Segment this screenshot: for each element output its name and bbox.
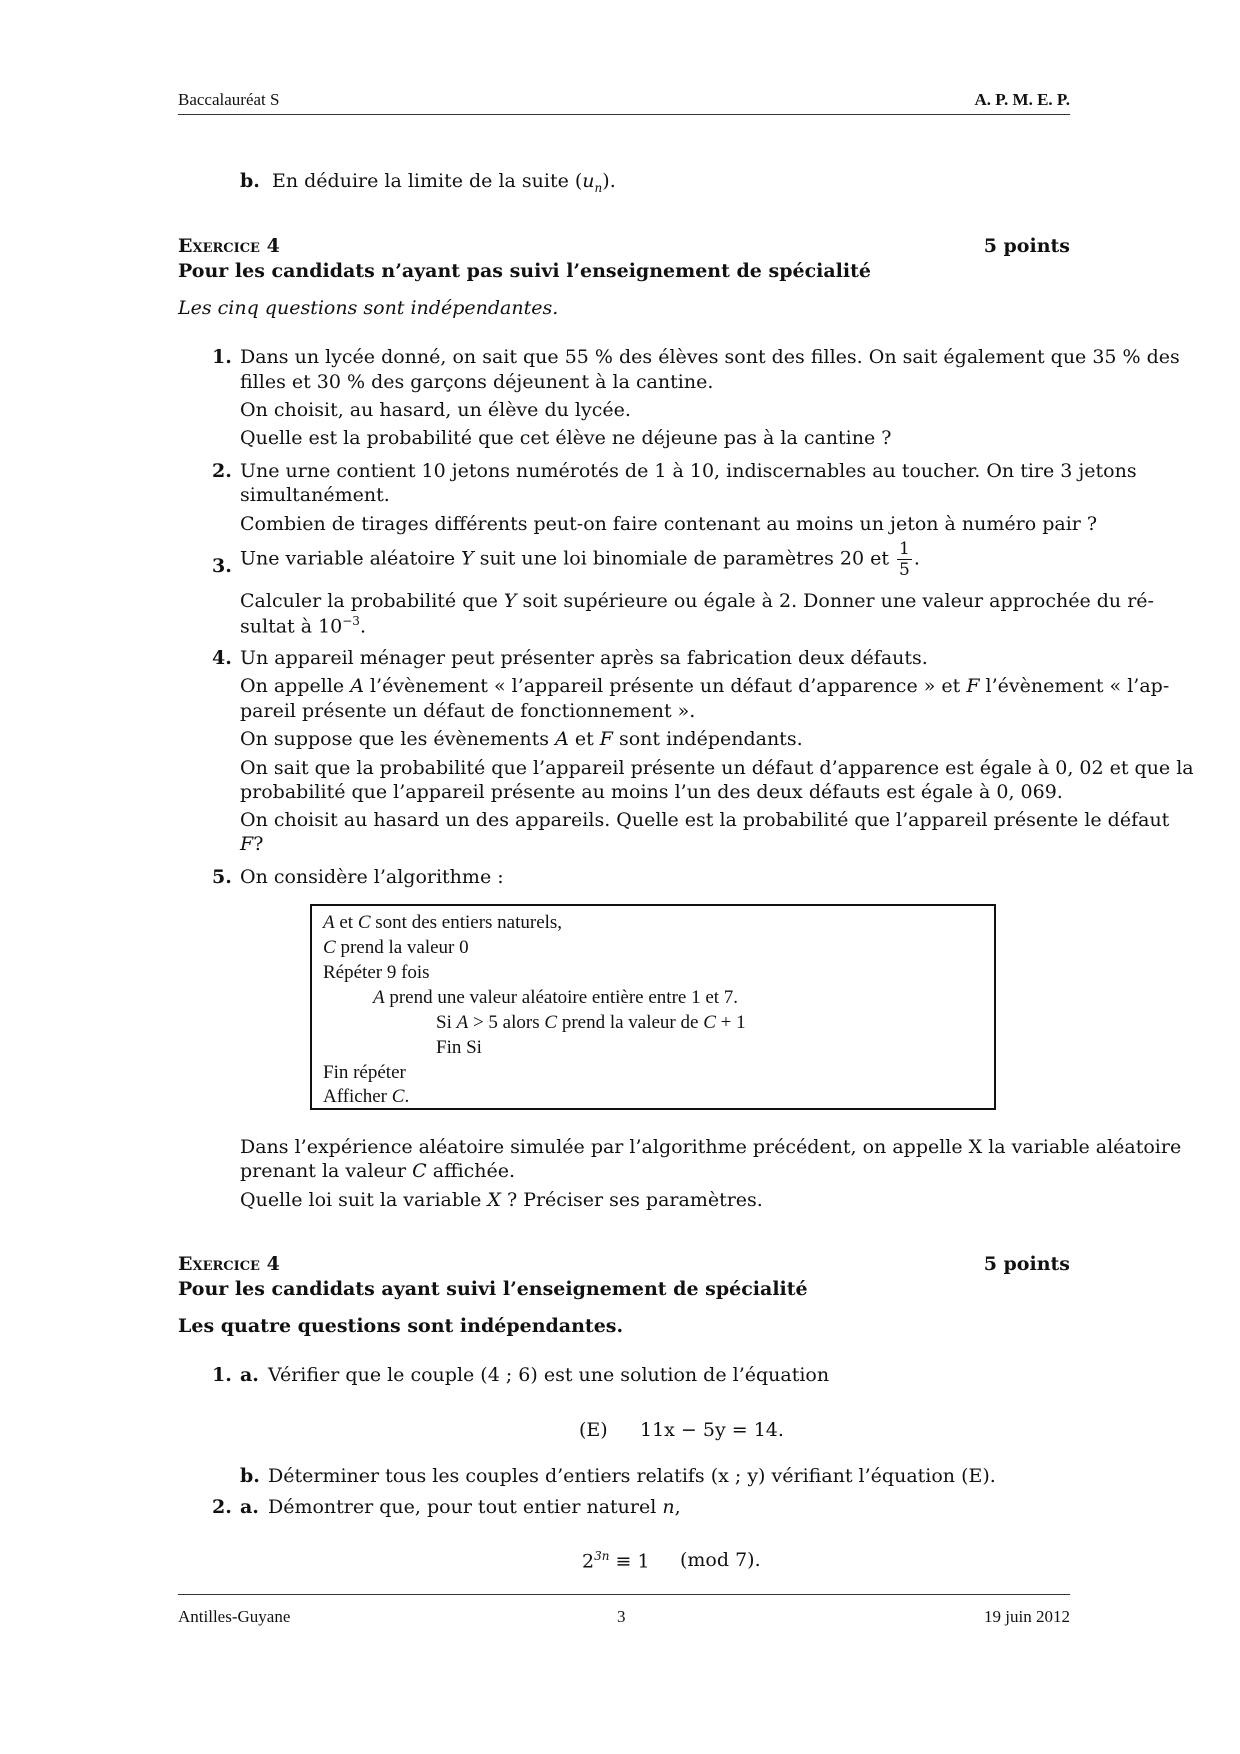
spe-q1b-text: Déterminer tous les couples d’entiers relatifs (x ; y) vérifiant l’équation (E).	[268, 1465, 996, 1487]
q5-line1: On considère l’algorithme :	[240, 866, 504, 888]
exercise-points-spe: 5 points	[983, 1253, 1070, 1275]
q1-line2: filles et 30 % des garçons déjeunent à la cantine.	[240, 371, 714, 393]
q3-line1: Une variable aléatoire Y suit une loi binomiale de paramètres 20 et $\frac{1}{5}$ .	[240, 539, 920, 580]
exercise-title: Exercice 4	[178, 235, 280, 257]
fraction-one-fifth: $\frac{1}{5}$	[899, 539, 910, 580]
q3-line3: sultat à $10^{-3}$.	[240, 614, 366, 638]
q1-line4: Quelle est la probabilité que cet élève ne déjeune pas à la cantine ?	[240, 427, 892, 449]
spe-q2-number: 2.	[212, 1496, 232, 1518]
footer-date: 19 juin 2012	[984, 1607, 1070, 1626]
header-rule	[178, 114, 1070, 115]
algo-after-line2: prenant la valeur C affichée.	[240, 1160, 516, 1182]
algo-line2: C prend la valeur 0	[323, 937, 469, 958]
exercise-points: 5 points	[983, 235, 1070, 257]
q2-number: 2.	[212, 460, 232, 482]
exercise-intro-spe: Les quatre questions sont indépendantes.	[178, 1315, 624, 1337]
algo-line1: A et C sont des entiers naturels,	[323, 912, 563, 933]
footer-left: Antilles-Guyane	[178, 1607, 291, 1626]
q4-number: 4.	[212, 647, 232, 669]
algo-line8: Afficher C.	[323, 1086, 410, 1107]
congruence-mod: (mod 7).	[680, 1549, 761, 1571]
spe-q1-number: 1.	[212, 1364, 232, 1386]
algo-line6: Fin Si	[436, 1037, 482, 1058]
exercise-intro: Les cinq questions sont indépendantes.	[178, 297, 559, 319]
spe-q1b-label: b.	[240, 1465, 260, 1487]
equation-E: 11x − 5y = 14.	[640, 1419, 784, 1441]
footer-rule	[178, 1594, 1070, 1595]
q4-line2: On appelle A l’évènement « l’appareil présente un défaut d’apparence » et F l’évènement « l’ap-	[240, 675, 1170, 697]
algo-after-line3: Quelle loi suit la variable X ? Préciser ses paramètres.	[240, 1189, 763, 1211]
q1-number: 1.	[212, 346, 232, 368]
q4-line1: Un appareil ménager peut présenter après sa fabrication deux défauts.	[240, 647, 928, 669]
spe-q2a-label: a.	[240, 1496, 259, 1518]
spe-q1a-text: Vérifier que le couple (4 ; 6) est une solution de l’équation	[268, 1364, 830, 1386]
prev-item-b: b. En déduire la limite de la suite $(u_n)$.	[240, 170, 616, 195]
q1-line3: On choisit, au hasard, un élève du lycée.	[240, 399, 631, 421]
algo-after-line1: Dans l’expérience aléatoire simulée par l’algorithme précédent, on appelle X la variable aléatoire	[240, 1136, 1182, 1158]
q4-line4: On suppose que les évènements A et F sont indépendants.	[240, 728, 803, 750]
page-number: 3	[617, 1607, 626, 1626]
exercise-subtitle: Pour les candidats n’ayant pas suivi l’enseignement de spécialité	[178, 260, 871, 282]
spe-q2a-text: Démontrer que, pour tout entier naturel n,	[268, 1496, 681, 1518]
equation-E-label: (E)	[579, 1419, 608, 1441]
congruence: $2^{3n} \equiv 1$	[582, 1549, 650, 1573]
q2-line2: simultanément.	[240, 484, 390, 506]
exercise-title-spe: Exercice 4	[178, 1253, 280, 1275]
q3-number: 3.	[212, 555, 232, 577]
header-left: Baccalauréat S	[178, 90, 280, 109]
algo-line4: A prend une valeur aléatoire entière entre 1 et 7.	[373, 987, 739, 1008]
q2-line1: Une urne contient 10 jetons numérotés de 1 à 10, indiscernables au toucher. On tire 3 jetons	[240, 460, 1137, 482]
q4-line5: On sait que la probabilité que l’appareil présente un défaut d’apparence est égale à 0, 02 et que la	[240, 757, 1194, 779]
q4-line3: pareil présente un défaut de fonctionnement ».	[240, 700, 696, 722]
spe-q1a-label: a.	[240, 1364, 259, 1386]
q4-line6: probabilité que l’appareil présente au moins l’un des deux défauts est égale à 0, 069.	[240, 781, 1063, 803]
header-right: A. P. M. E. P.	[974, 90, 1070, 109]
q4-line8: F?	[240, 833, 264, 855]
q5-number: 5.	[212, 866, 232, 888]
q4-line7: On choisit au hasard un des appareils. Quelle est la probabilité que l’appareil présente le défaut	[240, 809, 1170, 831]
algo-line7: Fin répéter	[323, 1062, 406, 1083]
algorithm-box	[310, 904, 996, 1110]
q1-line1: Dans un lycée donné, on sait que 55 % des élèves sont des filles. On sait également que 35 % des	[240, 346, 1180, 368]
exercise-subtitle-spe: Pour les candidats ayant suivi l’enseignement de spécialité	[178, 1278, 808, 1300]
algo-line3: Répéter 9 fois	[323, 962, 430, 983]
algo-line5: Si A > 5 alors C prend la valeur de C + 1	[436, 1012, 746, 1033]
q3-line2: Calculer la probabilité que Y soit supérieure ou égale à 2. Donner une valeur approchée du ré-	[240, 590, 1154, 612]
q2-line3: Combien de tirages différents peut-on faire contenant au moins un jeton à numéro pair ?	[240, 513, 1098, 535]
